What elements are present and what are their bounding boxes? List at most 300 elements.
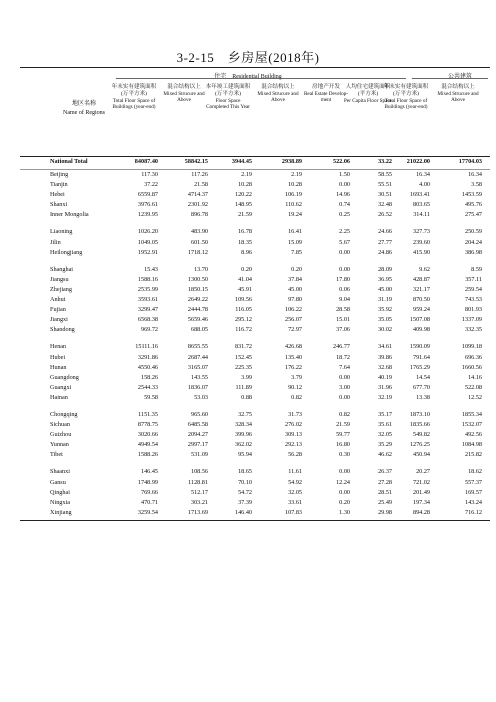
table-cell: 26.37	[378, 468, 392, 476]
table-cell: 18.62	[468, 468, 482, 476]
column-header	[160, 84, 208, 104]
region-name: Inner Mongolia	[50, 211, 89, 219]
table-cell: 250.59	[464, 228, 482, 236]
table-row	[20, 227, 490, 237]
table-cell: 1765.29	[409, 363, 430, 371]
table-header	[20, 67, 490, 157]
region-name: Shaanxi	[50, 468, 70, 476]
table-cell: 1300.50	[187, 275, 208, 283]
table-cell: 959.24	[412, 306, 430, 314]
table-cell: 357.11	[465, 275, 482, 283]
table-row	[20, 450, 490, 460]
region-name: Tibet	[50, 451, 63, 459]
total-row	[20, 157, 490, 170]
table-cell: 28.58	[336, 306, 350, 314]
table-cell: 1952.91	[137, 248, 158, 256]
row-gap	[20, 258, 490, 265]
table-cell: 32.19	[378, 393, 392, 401]
region-name: Henan	[50, 343, 67, 351]
table-cell: 743.53	[464, 296, 482, 304]
column-header-en: Floor Space Completed This Year	[206, 98, 250, 111]
table-cell: 39.86	[378, 353, 392, 361]
table-cell: 1453.59	[461, 191, 482, 199]
page-title: 3-2-15 乡房屋(2018年)	[176, 50, 320, 65]
table-cell: 2938.89	[281, 158, 302, 165]
table-cell: 1855.34	[461, 410, 482, 418]
table-cell: 896.78	[190, 211, 208, 219]
table-cell: 1660.56	[461, 363, 482, 371]
table-cell: 512.17	[190, 488, 208, 496]
table-cell: 28.51	[378, 488, 392, 496]
region-name: Jiangxi	[50, 316, 68, 324]
table-cell: 275.47	[464, 211, 482, 219]
table-cell: 27.28	[378, 478, 392, 486]
table-cell: 34.61	[378, 343, 392, 351]
column-header-cn: 混合结构以上	[441, 84, 475, 90]
table-cell: 3.79	[291, 373, 302, 381]
table-cell: 204.24	[464, 238, 482, 246]
table-row	[20, 440, 490, 450]
column-header	[382, 84, 430, 111]
table-row	[20, 180, 490, 190]
table-cell: 152.45	[234, 353, 252, 361]
table-cell: 84087.40	[134, 158, 158, 165]
table-cell: 386.98	[464, 248, 482, 256]
table-cell: 19.24	[288, 211, 302, 219]
table-cell: 33.61	[288, 498, 302, 506]
column-header	[110, 84, 158, 111]
table-cell: 531.09	[190, 451, 208, 459]
table-cell: 15111.16	[135, 343, 158, 351]
table-cell: 0.00	[339, 393, 350, 401]
table-cell: 13.38	[416, 393, 430, 401]
table-cell: 2094.27	[187, 431, 208, 439]
table-cell: 4714.37	[187, 191, 208, 199]
table-cell: 18.72	[336, 353, 350, 361]
table-cell: 11.61	[288, 468, 302, 476]
row-gap	[20, 220, 490, 227]
table-cell: 601.50	[190, 238, 208, 246]
region-name: Hubei	[50, 353, 66, 361]
table-cell: 3976.61	[137, 201, 158, 209]
column-header-cn: 本年竣工建筑面积(万平方米)	[205, 84, 251, 97]
table-cell: 21.59	[238, 211, 252, 219]
region-name: Guangxi	[50, 383, 72, 391]
table-cell: 40.19	[378, 373, 392, 381]
table-cell: 116.05	[235, 306, 252, 314]
region-name: Ningxia	[50, 498, 70, 506]
table-cell: 4949.54	[137, 441, 158, 449]
table-cell: 721.02	[412, 478, 430, 486]
table-cell: 1873.10	[409, 410, 430, 418]
table-row	[20, 383, 490, 393]
table-cell: 35.05	[378, 316, 392, 324]
table-cell: 483.90	[190, 228, 208, 236]
table-cell: 1049.05	[137, 238, 158, 246]
residential-group-label: 住宅 Residential Building	[214, 74, 282, 80]
table-cell: 15.01	[336, 316, 350, 324]
table-row	[20, 170, 490, 180]
region-name: Xinjiang	[50, 508, 72, 516]
table-cell: 321.17	[412, 285, 430, 293]
table-row	[20, 363, 490, 373]
table-cell: 1337.09	[461, 316, 482, 324]
region-name: Gansu	[50, 478, 66, 486]
table-cell: 3.99	[241, 373, 252, 381]
table-cell: 328.34	[234, 421, 252, 429]
region-name: Anhui	[50, 296, 66, 304]
table-row	[20, 325, 490, 335]
table-cell: 8.59	[471, 265, 482, 273]
table-cell: 522.06	[332, 158, 350, 165]
column-header	[204, 84, 252, 111]
table-cell: 2687.44	[187, 353, 208, 361]
region-name: Guizhou	[50, 431, 72, 439]
table-cell: 0.00	[339, 265, 350, 273]
table-cell: 688.05	[190, 326, 208, 334]
table-cell: 327.73	[412, 228, 430, 236]
table-cell: 3299.47	[137, 306, 158, 314]
table-cell: 28.09	[378, 265, 392, 273]
column-header-cn: 人均住宅建筑面积(平方米)	[345, 84, 391, 97]
table-row	[20, 420, 490, 430]
table-cell: 9.04	[339, 296, 350, 304]
table-cell: 677.70	[412, 383, 430, 391]
region-name: Guangdong	[50, 373, 79, 381]
table-cell: 2997.17	[187, 441, 208, 449]
region-name: Shandong	[50, 326, 75, 334]
table-cell: 549.82	[412, 431, 430, 439]
table-cell: 0.00	[339, 248, 350, 256]
table-cell: 17704.03	[458, 158, 482, 165]
region-name: Zhejiang	[50, 285, 72, 293]
table-cell: 215.82	[464, 451, 482, 459]
table-cell: 37.22	[144, 181, 158, 189]
table-cell: 54.92	[288, 478, 302, 486]
table-cell: 1507.08	[409, 316, 430, 324]
table-cell: 5659.46	[187, 316, 208, 324]
table-cell: 2535.99	[137, 285, 158, 293]
table-cell: 0.20	[241, 265, 252, 273]
region-name: Qinghai	[50, 488, 70, 496]
region-name: Hebei	[50, 191, 65, 199]
table-cell: 332.35	[464, 326, 482, 334]
table-cell: 20.27	[416, 468, 430, 476]
table-cell: 3165.07	[187, 363, 208, 371]
residential-group-rule	[116, 78, 406, 79]
table-cell: 32.75	[238, 410, 252, 418]
table-cell: 1.30	[339, 508, 350, 516]
table-cell: 13.70	[194, 265, 208, 273]
table-cell: 0.00	[339, 181, 350, 189]
table-cell: 1239.95	[137, 211, 158, 219]
region-name: Tianjin	[50, 181, 68, 189]
table-cell: 59.77	[336, 431, 350, 439]
table-cell: 1084.98	[461, 441, 482, 449]
table-cell: 1588.16	[137, 275, 158, 283]
region-name: Jilin	[50, 238, 61, 246]
region-header-cn: 地区名称	[71, 101, 96, 107]
table-row	[20, 393, 490, 403]
region-name: Heilongjiang	[50, 248, 83, 256]
region-name: Sichuan	[50, 421, 70, 429]
table-cell: 27.77	[378, 238, 392, 246]
table-cell: 108.56	[190, 468, 208, 476]
table-cell: 0.88	[241, 393, 252, 401]
table-cell: 21022.00	[406, 158, 430, 165]
column-header	[434, 84, 482, 104]
table-cell: 259.54	[464, 285, 482, 293]
table-cell: 969.72	[140, 326, 158, 334]
region-name: Yunnan	[50, 441, 69, 449]
table-cell: 409.98	[412, 326, 430, 334]
table-cell: 492.56	[464, 431, 482, 439]
region-name: Beijing	[50, 171, 69, 178]
column-header-en: Mixed Strucure and Above	[163, 91, 205, 104]
row-gap	[20, 335, 490, 342]
table-cell: 0.20	[291, 265, 302, 273]
table-cell: 1748.99	[137, 478, 158, 486]
table-cell: 894.28	[412, 508, 430, 516]
table-cell: 7.64	[339, 363, 350, 371]
data-table	[20, 67, 490, 521]
table-cell: 428.87	[412, 275, 430, 283]
table-cell: 522.08	[464, 383, 482, 391]
public-group-label: 公共建筑	[447, 74, 472, 80]
table-cell: 35.29	[378, 441, 392, 449]
table-cell: 15.09	[288, 238, 302, 246]
table-row	[20, 353, 490, 363]
table-cell: 29.98	[378, 508, 392, 516]
column-header	[254, 84, 302, 104]
table-cell: 2649.22	[187, 296, 208, 304]
column-header-cn: 年末实有建筑面积(万平方米)	[111, 84, 157, 97]
table-cell: 30.51	[378, 191, 392, 199]
table-cell: 158.26	[140, 373, 158, 381]
table-cell: 557.37	[464, 478, 482, 486]
table-cell: 30.02	[378, 326, 392, 334]
table-cell: 135.40	[284, 353, 302, 361]
table-cell: 15.43	[144, 265, 158, 273]
table-cell: 870.50	[412, 296, 430, 304]
region-name: Shanghai	[50, 265, 74, 273]
table-cell: 8778.75	[137, 421, 158, 429]
table-cell: 10.28	[238, 181, 252, 189]
table-cell: 16.78	[238, 228, 252, 236]
table-cell: 3259.54	[137, 508, 158, 516]
table-row	[20, 430, 490, 440]
table-cell: 35.17	[378, 410, 392, 418]
table-cell: 399.96	[234, 431, 252, 439]
table-cell: 32.05	[288, 488, 302, 496]
table-cell: 17.80	[336, 275, 350, 283]
table-cell: 309.13	[284, 431, 302, 439]
table-row	[20, 478, 490, 488]
table-cell: 1850.15	[187, 285, 208, 293]
table-cell: 45.00	[288, 285, 302, 293]
column-header-cn: 混合结构以上	[261, 84, 295, 90]
table-cell: 6485.58	[187, 421, 208, 429]
table-cell: 10.28	[288, 181, 302, 189]
table-cell: 32.05	[378, 431, 392, 439]
table-cell: 55.51	[378, 181, 392, 189]
table-cell: 31.19	[378, 296, 392, 304]
region-name: Shanxi	[50, 201, 68, 209]
table-cell: 35.92	[378, 306, 392, 314]
table-cell: 7.85	[291, 248, 302, 256]
table-cell: 6559.87	[137, 191, 158, 199]
table-cell: 495.76	[464, 201, 482, 209]
table-cell: 25.49	[378, 498, 392, 506]
region-name: Hunan	[50, 363, 67, 371]
table-cell: 146.45	[140, 468, 158, 476]
table-cell: 90.12	[288, 383, 302, 391]
table-cell: 201.49	[412, 488, 430, 496]
table-cell: 32.48	[378, 201, 392, 209]
table-cell: 415.90	[412, 248, 430, 256]
table-cell: 716.12	[464, 508, 482, 516]
table-cell: 0.74	[339, 201, 350, 209]
table-cell: 33.22	[378, 158, 392, 165]
table-row	[20, 315, 490, 325]
public-group-rule	[412, 78, 488, 79]
table-cell: 239.60	[412, 238, 430, 246]
table-cell: 176.22	[284, 363, 302, 371]
table-cell: 6568.38	[137, 316, 158, 324]
table-cell: 3.00	[339, 383, 350, 391]
table-cell: 197.34	[412, 498, 430, 506]
column-header-en: Mixed Strucure and Above	[257, 91, 299, 104]
table-cell: 2.19	[291, 171, 302, 178]
table-cell: 246.77	[332, 343, 350, 351]
table-cell: 470.71	[140, 498, 158, 506]
table-cell: 37.39	[238, 498, 252, 506]
table-cell: 276.02	[284, 421, 302, 429]
table-row	[20, 342, 490, 352]
table-cell: 0.06	[339, 285, 350, 293]
table-row	[20, 498, 490, 508]
table-cell: 116.72	[235, 326, 252, 334]
table-cell: 696.36	[464, 353, 482, 361]
column-header	[302, 84, 350, 104]
table-cell: 37.84	[288, 275, 302, 283]
table-cell: 45.91	[238, 285, 252, 293]
table-row	[20, 210, 490, 220]
table-cell: 97.80	[288, 296, 302, 304]
table-cell: 53.03	[194, 393, 208, 401]
table-cell: 2.25	[339, 228, 350, 236]
table-cell: 117.26	[191, 171, 208, 178]
table-cell: 0.82	[339, 410, 350, 418]
table-row	[20, 467, 490, 477]
table-cell: 9.62	[419, 265, 430, 273]
table-cell: 965.60	[190, 410, 208, 418]
table-bottom-rule	[20, 520, 490, 521]
region-name: Liaoning	[50, 228, 73, 236]
table-cell: 1718.12	[187, 248, 208, 256]
table-cell: 35.61	[378, 421, 392, 429]
region-name: National Total	[50, 158, 88, 165]
table-cell: 12.52	[468, 393, 482, 401]
table-cell: 70.10	[238, 478, 252, 486]
table-cell: 58.55	[378, 171, 392, 178]
table-cell: 1836.07	[187, 383, 208, 391]
table-cell: 2544.33	[137, 383, 158, 391]
table-cell: 3291.86	[137, 353, 158, 361]
table-cell: 117.30	[141, 171, 158, 178]
table-cell: 5.67	[339, 238, 350, 246]
region-header-en: Name of Regions	[63, 110, 105, 116]
table-row	[20, 248, 490, 258]
table-cell: 1693.41	[409, 191, 430, 199]
column-header-cn: 混合结构以上	[167, 84, 201, 90]
table-cell: 256.07	[284, 316, 302, 324]
table-cell: 3593.61	[137, 296, 158, 304]
table-cell: 107.83	[284, 508, 302, 516]
table-cell: 1588.26	[137, 451, 158, 459]
table-cell: 36.95	[378, 275, 392, 283]
table-cell: 31.96	[378, 383, 392, 391]
table-row	[20, 295, 490, 305]
table-cell: 18.65	[238, 468, 252, 476]
table-cell: 26.52	[378, 211, 392, 219]
table-row	[20, 238, 490, 248]
table-cell: 225.35	[234, 363, 252, 371]
table-cell: 803.65	[412, 201, 430, 209]
table-cell: 12.24	[336, 478, 350, 486]
table-row	[20, 285, 490, 295]
table-row	[20, 305, 490, 315]
table-cell: 1590.09	[409, 343, 430, 351]
table-cell: 2301.92	[187, 201, 208, 209]
table-cell: 16.34	[416, 171, 430, 178]
table-cell: 58842.15	[184, 158, 208, 165]
table-cell: 1099.18	[461, 343, 482, 351]
table-cell: 8.96	[241, 248, 252, 256]
table-cell: 143.24	[464, 498, 482, 506]
table-cell: 1.50	[339, 171, 350, 178]
table-cell: 314.11	[413, 211, 430, 219]
column-header-en: Per Capita Floor Space	[344, 98, 392, 104]
table-cell: 32.68	[378, 363, 392, 371]
table-cell: 791.64	[412, 353, 430, 361]
table-cell: 3.58	[471, 181, 482, 189]
table-cell: 56.28	[288, 451, 302, 459]
table-row	[20, 200, 490, 210]
table-cell: 450.94	[412, 451, 430, 459]
row-gap	[20, 403, 490, 410]
table-row	[20, 265, 490, 275]
region-name: Jiangsu	[50, 275, 69, 283]
row-gap	[20, 460, 490, 467]
table-cell: 0.20	[339, 498, 350, 506]
column-header-en: Total Floor Space of Buildings (year-end)	[384, 98, 428, 111]
table-row	[20, 410, 490, 420]
table-cell: 292.13	[284, 441, 302, 449]
region-name: Hainan	[50, 393, 68, 401]
table-cell: 4.00	[419, 181, 430, 189]
table-row	[20, 508, 490, 518]
table-cell: 146.40	[234, 508, 252, 516]
table-cell: 2444.78	[187, 306, 208, 314]
column-header-en: Mixed Strucure and Above	[437, 91, 479, 104]
region-name: Chongqing	[50, 410, 78, 418]
table-cell: 16.80	[336, 441, 350, 449]
table-cell: 0.00	[339, 488, 350, 496]
table-cell: 14.96	[336, 191, 350, 199]
column-header-en: Real Estate Develop-ment	[303, 91, 349, 104]
table-cell: 0.00	[339, 468, 350, 476]
